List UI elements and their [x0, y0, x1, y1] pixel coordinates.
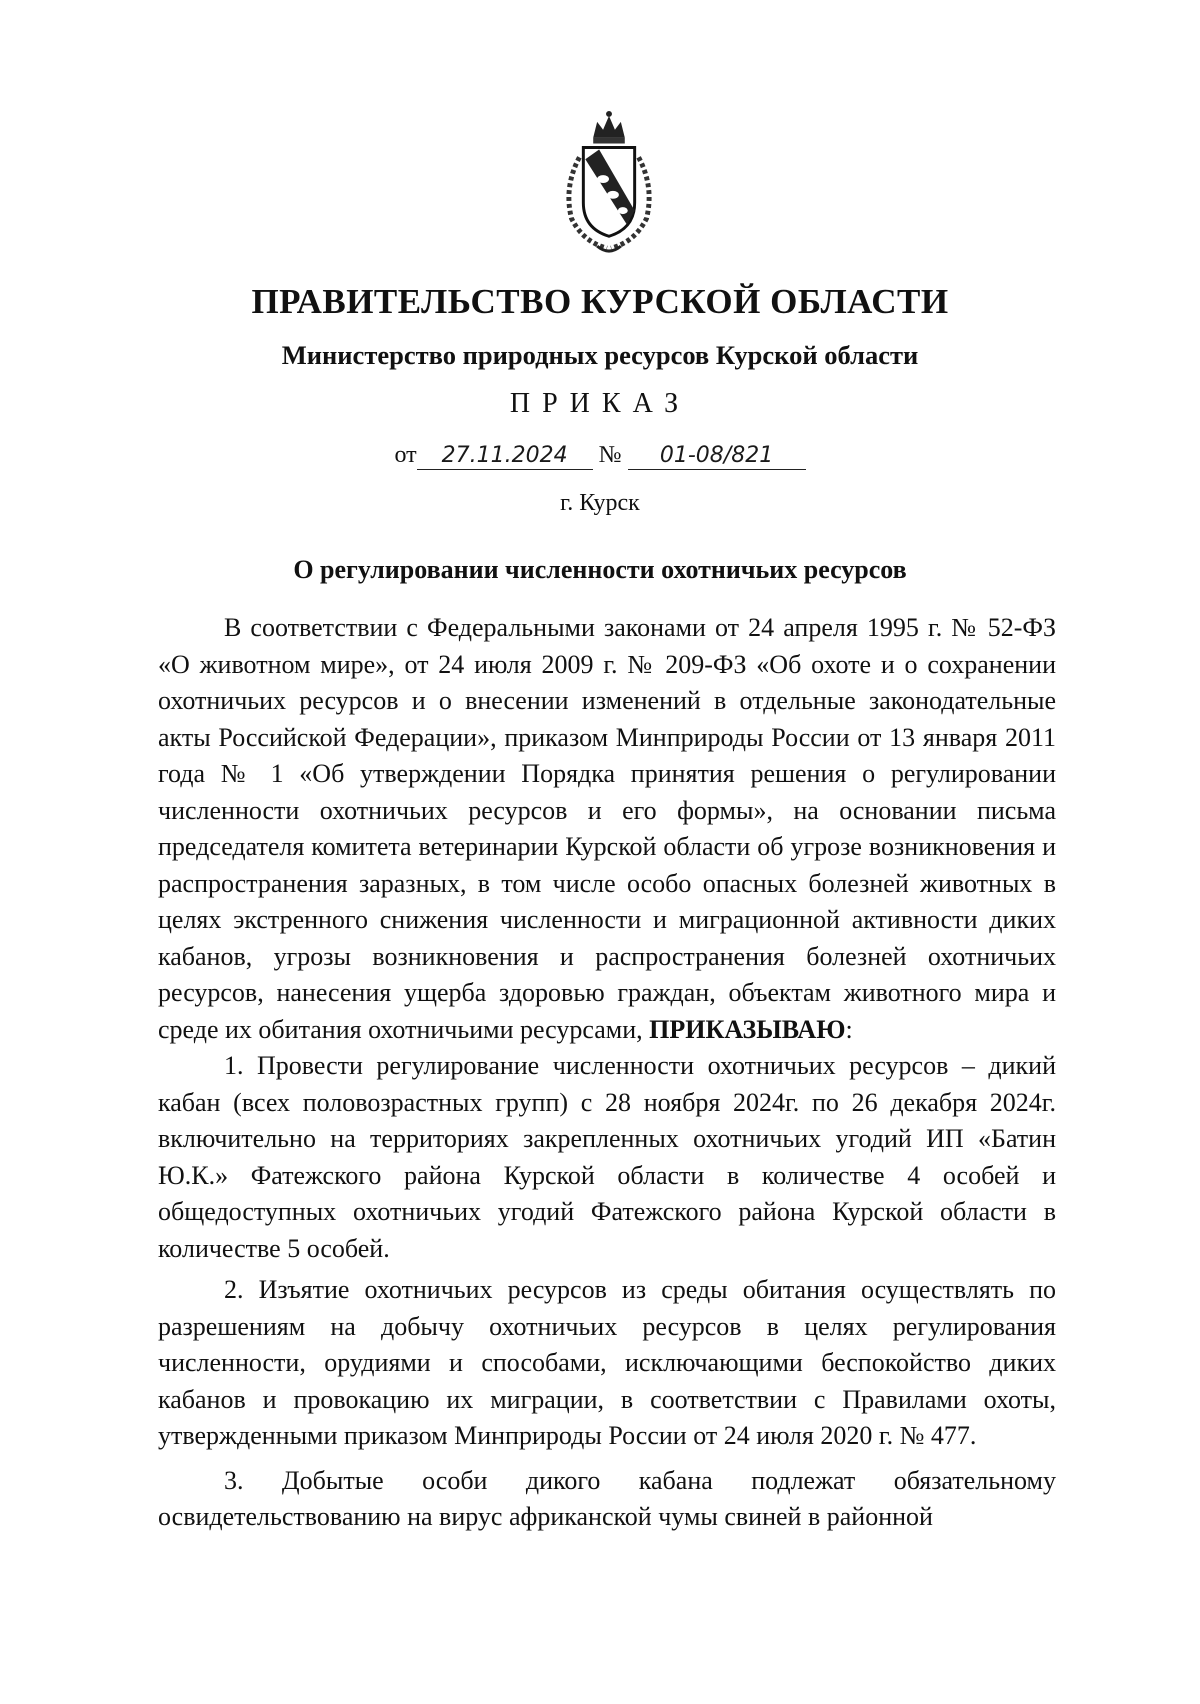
order-keyword: ПРИКАЗЫВАЮ: [649, 1014, 846, 1044]
kursk-coat-of-arms-icon: [548, 108, 670, 256]
order-date-handwritten: 27.11.2024: [417, 443, 593, 470]
order-date-number-line: [0, 442, 1200, 470]
government-title: ПРАВИТЕЛЬСТВО КУРСКОЙ ОБЛАСТИ: [251, 282, 949, 321]
city-label: г. Курск: [560, 490, 640, 516]
item-1-paragraph: 1. Провести регулирование численности охотничьих ресурсов – дикий кабан (всех половозрастных групп) с 28 ноября 2024г. по 26 декабря 2024г. включительно на территориях закрепленных охотничьих угодий ИП «Батин Ю.К.» Фатежского района Курской области в количестве 4 особей и общедоступных охотничьих угодий Фатежского района Курской области в количестве 5 особей.: [158, 1051, 1056, 1263]
order-number-handwritten: 01-08/821: [628, 443, 806, 470]
order-keyword-colon: :: [845, 1014, 853, 1044]
document-type: ПРИКАЗ: [509, 388, 691, 419]
item-3-paragraph: 3. Добытые особи дикого кабана подлежат обязательному освидетельствованию на вирус африканской чумы свиней в районной: [158, 1465, 1056, 1531]
order-body: [158, 610, 1056, 1536]
order-subject: О регулировании численности охотничьих ресурсов: [293, 555, 907, 584]
item-2-paragraph: 2. Изъятие охотничьих ресурсов из среды обитания осуществлять по разрешениям на добычу охотничьих ресурсов в целях регулирования численности, орудиями и способами, исключающими беспокойство диких кабанов и провокацию их миграции, в соответствии с Правилами охоты, утвержденными приказом Минприроды России от 24 июля 2020 г. № 477.: [158, 1275, 1056, 1450]
ministry-title: Министерство природных ресурсов Курской области: [281, 340, 919, 370]
date-prefix: от: [394, 442, 417, 468]
preamble-text: В соответствии с Федеральными законами от 24 апреля 1995 г. № 52-ФЗ «О животном мире», от 24 июля 2009 г. № 209-ФЗ «Об охоте и о сохранении охотничьих ресурсов и о внесении изменений в отдельные законодательные акты Российской Федерации», приказом Минприроды России от 13 января 2011 года № 1 «Об утверждении Порядка принятия решения о регулировании численности охотничьих ресурсов и его формы», на основании письма председателя комитета ветеринарии Курской области об угрозе возникновения и распространения заразных, в том числе особо опасных болезней животных в целях экстренного снижения численности и миграционной активности диких кабанов, угрозы возникновения и распространения болезней охотничьих ресурсов, нанесения ущерба здоровью граждан, объектам животного мира и среде их обитания охотничьими ресурсами,: [158, 613, 1056, 1044]
number-sign: №: [598, 442, 622, 468]
preamble-paragraph: [158, 610, 1056, 1048]
